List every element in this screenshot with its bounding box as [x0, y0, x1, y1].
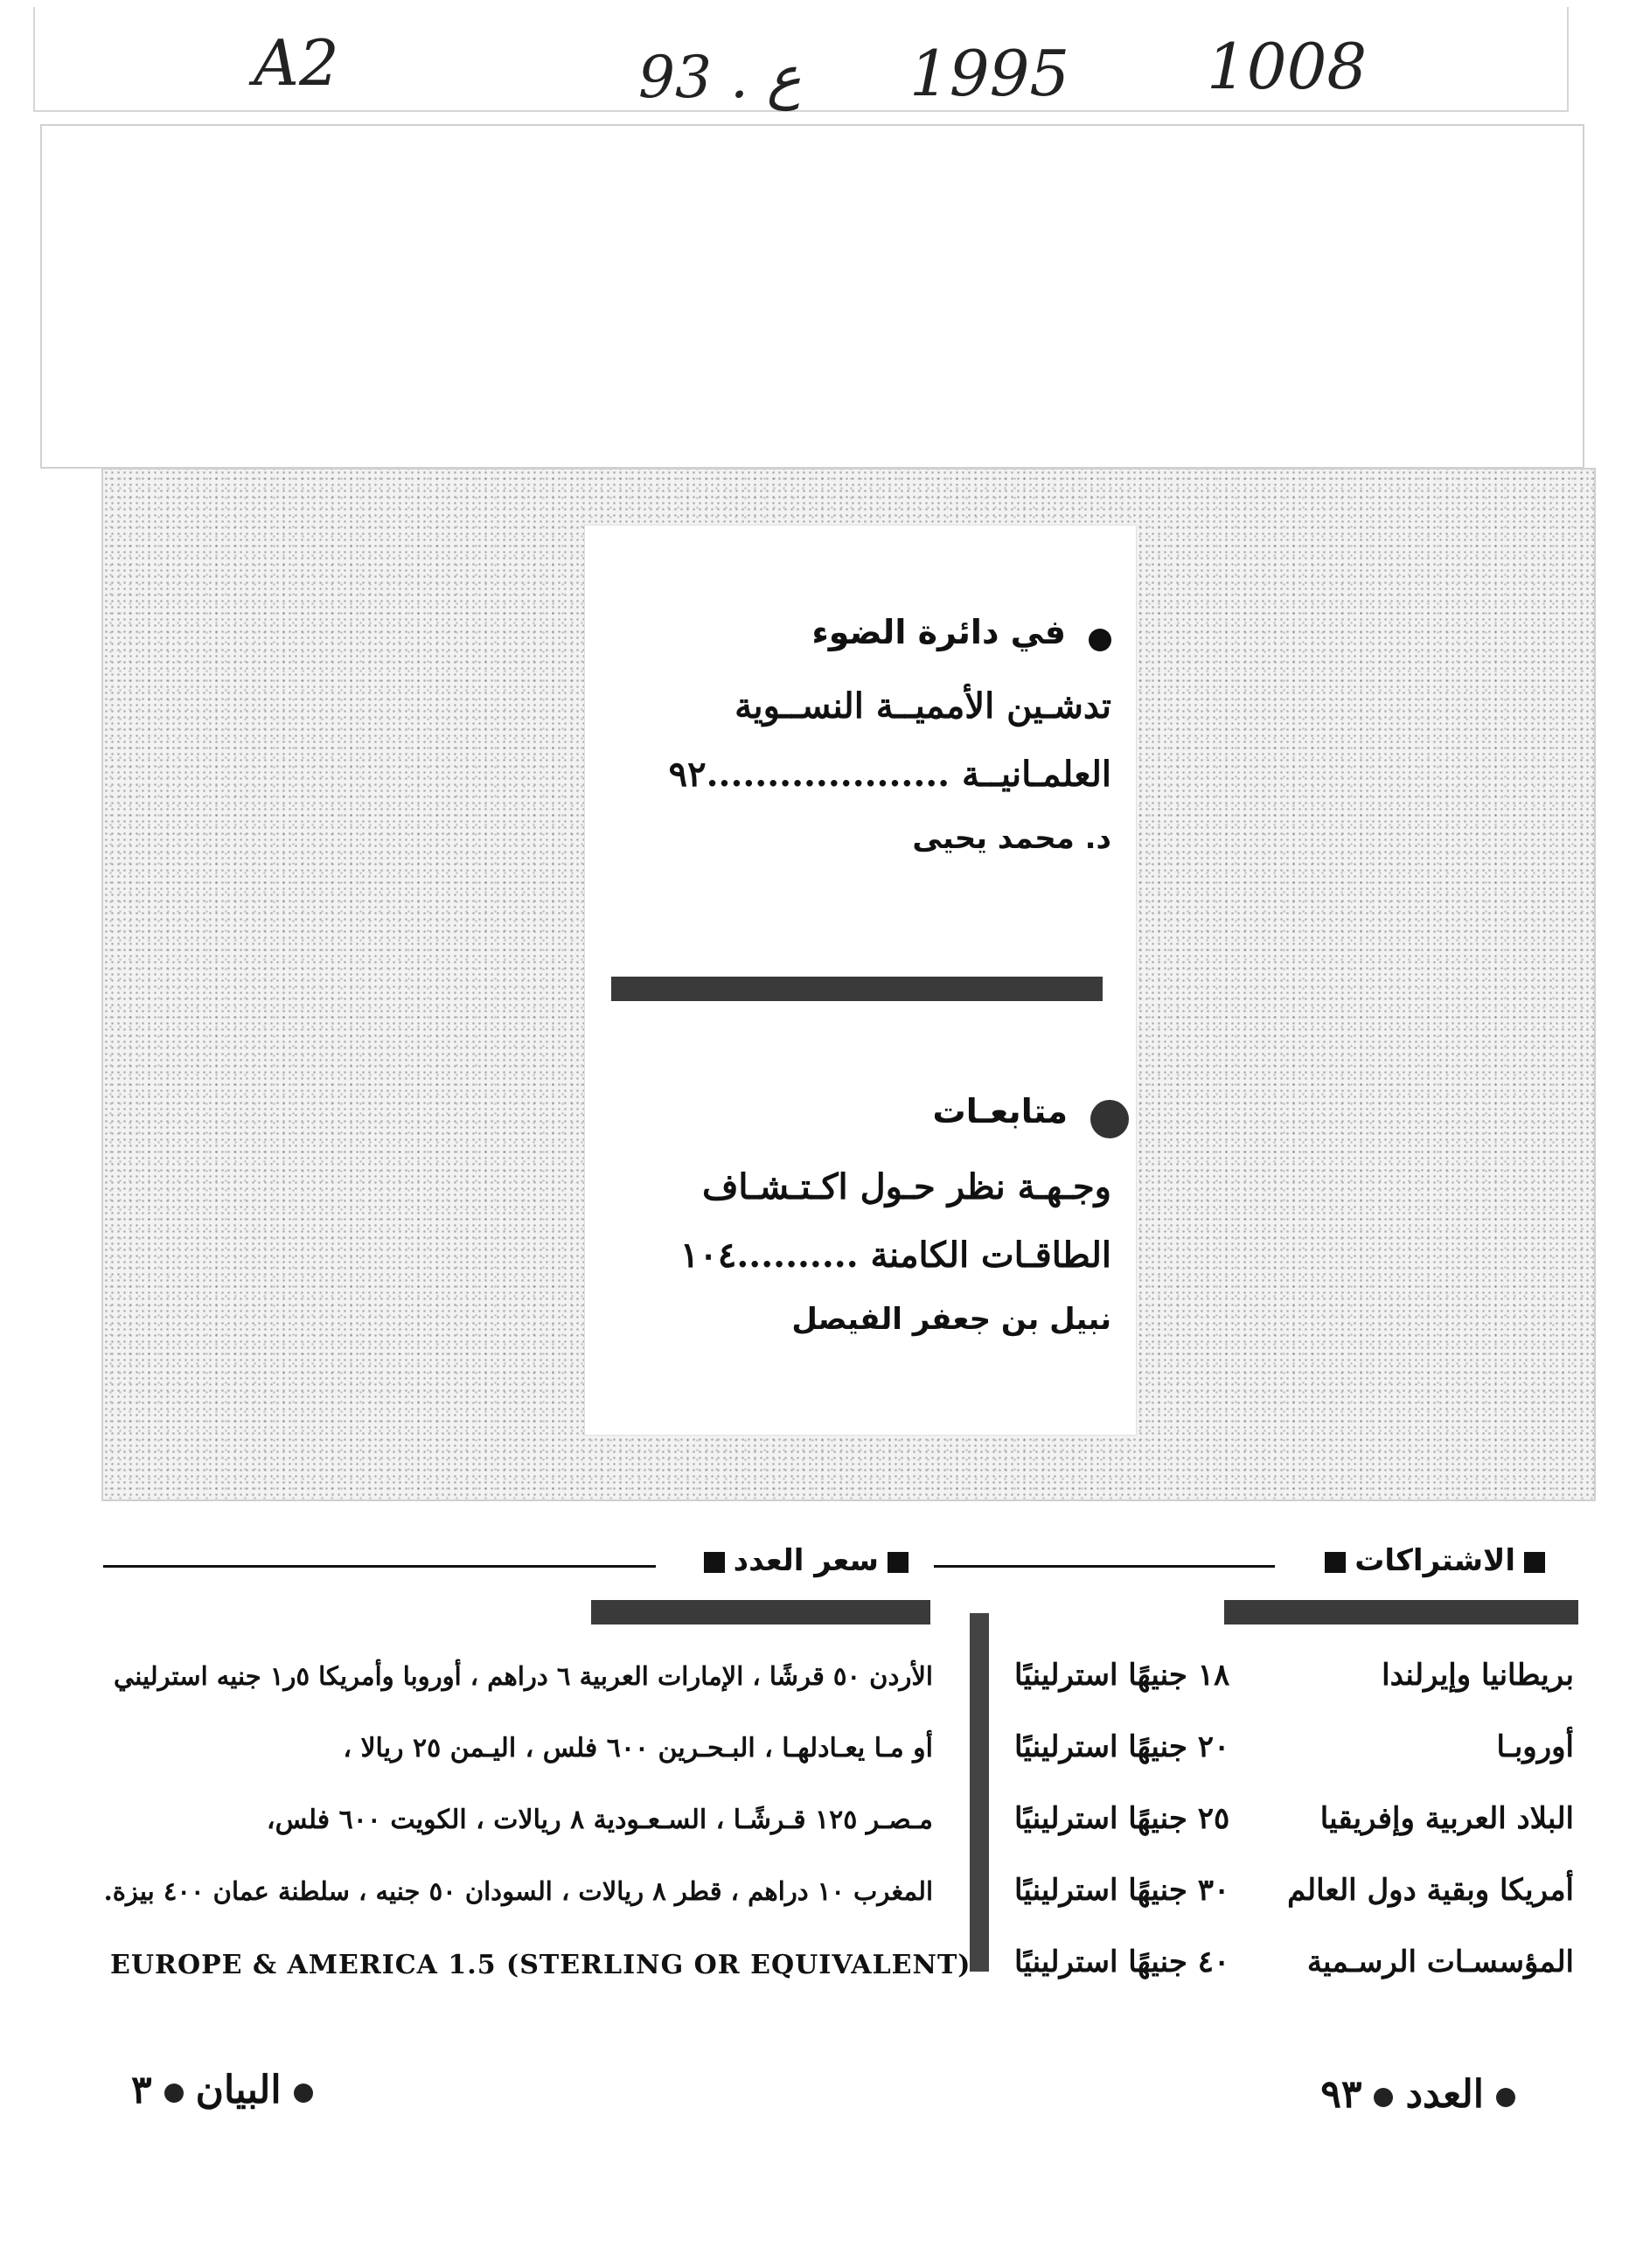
- subscriptions-heading: [1316, 1543, 1554, 1578]
- issue-price-heading-label: سعر العدد: [733, 1543, 879, 1578]
- subscriptions-heading-label: الاشتراكات: [1354, 1543, 1515, 1578]
- square-bullet-icon: [704, 1552, 725, 1573]
- subscription-region: بريطانيا وإيرلندا: [1382, 1658, 1574, 1693]
- footer-issue: [1320, 2072, 1528, 2117]
- issue-price-heading: [695, 1543, 917, 1578]
- handwritten-year: 1995: [909, 37, 1070, 110]
- dot-icon: [1496, 2088, 1515, 2107]
- section-2-heading: [604, 1092, 1129, 1148]
- article-1-author: د. محمد يحيى: [912, 821, 1111, 856]
- subscription-price: ٢٠ جنيهًا استرلينيًا: [1014, 1729, 1230, 1764]
- dot-icon: [294, 2084, 313, 2103]
- subscription-price: ١٨ جنيهًا استرلينيًا: [1014, 1658, 1230, 1693]
- issue-price-line: أو مـا يعـادلهـا ، البـحـرين ٦٠٠ فلس ، اليـمن ٢٥ ريالا ،: [343, 1733, 933, 1764]
- subscription-region: أمريكا وبقية دول العالم: [1287, 1873, 1574, 1908]
- issue-price-line: المغرب ١٠ دراهم ، قطر ٨ ريالات ، السودان ٥٠ جنيه ، سلطنة عمان ٤٠٠ بيزة.: [103, 1876, 933, 1906]
- bullet-icon: [1089, 629, 1111, 651]
- issue-price-line: الأردن ٥٠ قرشًا ، الإمارات العربية ٦ دراهم ، أوروبا وأمريكا ٥ر١ جنيه استرليني: [114, 1661, 933, 1691]
- article-1-title-line2: العلمـانيــة ....................٩٢: [668, 754, 1111, 795]
- subscriptions-bar: [1224, 1600, 1578, 1624]
- contents-divider-bar: [611, 977, 1103, 1001]
- blank-frame: [40, 124, 1584, 469]
- square-bullet-icon: [1325, 1552, 1346, 1573]
- footer-magazine: [131, 2068, 325, 2112]
- subscription-region: المؤسسـات الرسـمية: [1306, 1944, 1574, 1979]
- article-2-title-line2: الطاقـات الكامنة ..........١٠٤: [679, 1235, 1111, 1276]
- subscription-region: أوروبـا: [1496, 1729, 1574, 1764]
- issue-price-english: EUROPE & AMERICA 1.5 (STERLING OR EQUIVALENT): [110, 1950, 971, 1980]
- subscription-price: ٢٥ جنيهًا استرلينيًا: [1014, 1801, 1230, 1836]
- subscription-row: [1014, 1729, 1574, 1801]
- handwritten-code: A2: [254, 26, 339, 100]
- bullet-icon: [1090, 1100, 1129, 1138]
- dot-icon: [1374, 2088, 1393, 2107]
- issue-price-rule: [103, 1565, 656, 1568]
- article-1-title-line1: تدشـين الأمميــة النســوية: [734, 685, 1111, 727]
- issue-price-bar: [591, 1600, 930, 1624]
- subscription-row: [1014, 1801, 1574, 1873]
- footer-magazine-label: البيان: [195, 2068, 282, 2112]
- contents-section-2: [604, 1092, 1129, 1337]
- section-2-label: متابعـات: [932, 1092, 1068, 1131]
- subscriptions-rule: [934, 1565, 1275, 1568]
- square-bullet-icon: [888, 1552, 909, 1573]
- article-2-title-line1: وجـهـة نظر حـول اكـتـشـاف: [701, 1166, 1111, 1207]
- footer-page-number: ٣: [131, 2068, 152, 2112]
- subscription-price: ٤٠ جنيهًا استرلينيًا: [1014, 1944, 1230, 1979]
- subscription-row: [1014, 1658, 1574, 1729]
- issue-price-line: مـصـر ١٢٥ قـرشًـا ، السـعـودية ٨ ريالات ، الكويت ٦٠٠ فلس،: [266, 1805, 933, 1835]
- subscription-row: [1014, 1944, 1574, 2016]
- section-1-label: في دائرة الضوء: [811, 613, 1066, 651]
- handwritten-issue-ref: 93 . ع: [638, 44, 802, 111]
- subscription-price: ٣٠ جنيهًا استرلينيًا: [1014, 1873, 1230, 1908]
- subscription-region: البلاد العربية وإفريقيا: [1319, 1801, 1574, 1836]
- square-bullet-icon: [1524, 1552, 1545, 1573]
- section-1-heading: [604, 613, 1111, 665]
- handwritten-number: 1008: [1207, 30, 1368, 103]
- subscription-row: [1014, 1873, 1574, 1944]
- footer-issue-label: العدد: [1405, 2072, 1484, 2117]
- footer-issue-number: ٩٣: [1320, 2072, 1362, 2117]
- dot-icon: [164, 2084, 184, 2103]
- column-divider: [970, 1613, 989, 1972]
- contents-section-1: [604, 613, 1111, 856]
- subscriptions-table: [1014, 1658, 1574, 2007]
- contents-box: [584, 525, 1137, 1436]
- article-2-author: نبيل بن جعفر الفيصل: [791, 1302, 1111, 1337]
